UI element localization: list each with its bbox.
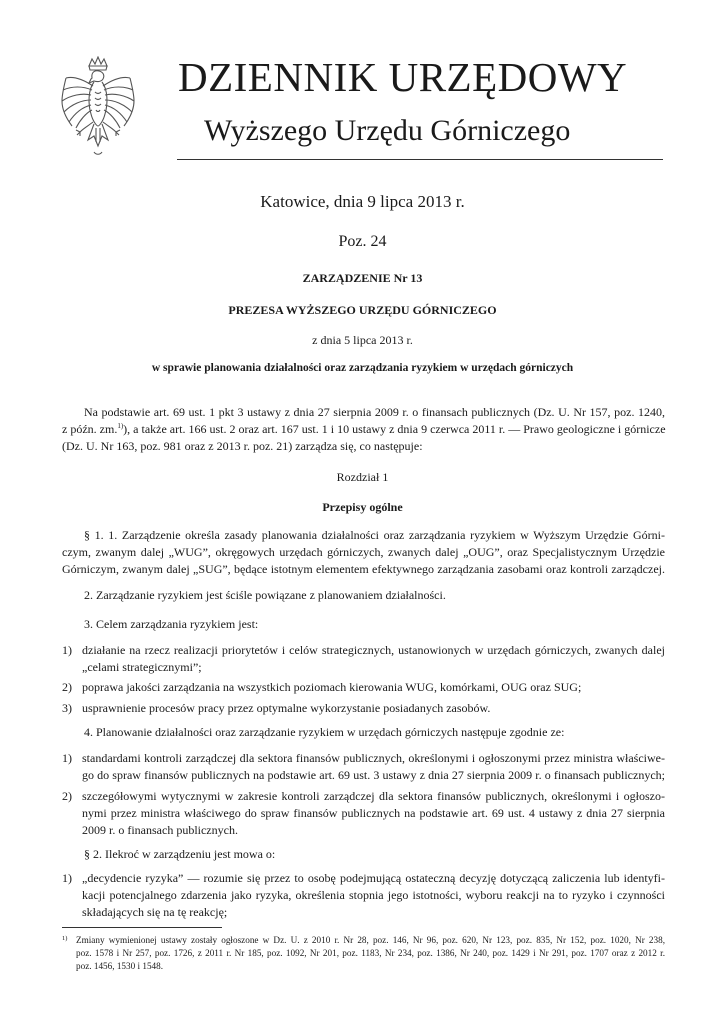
ordinance-date: z dnia 5 lipca 2013 r. bbox=[312, 333, 413, 347]
footnote-ref: 1) bbox=[117, 422, 124, 430]
list-item-line: go do spraw finansów publicznych na podstawie art. 69 ust. 3 ustawy z dnia 27 sierpnia 2009 r. o finansach publicznych; bbox=[82, 768, 665, 782]
list-item-line: standardami kontroli zarządczej dla sektora finansów publicznych, określonymi i ogłoszonymi przez ministra właściwe- bbox=[82, 751, 665, 765]
list-item-line: działanie na rzecz realizacji priorytetów i celów strategicznych, ustanowionych w urzędach górniczych, zwanych dalej bbox=[82, 643, 665, 657]
masthead-divider bbox=[177, 159, 663, 160]
ordinance-number: ZARZĄDZENIE Nr 13 bbox=[302, 271, 423, 285]
list-item-line: nymi przez ministra właściwego do spraw finansów publicznych na podstawie art. 69 ust. 4 ustawy z dnia 27 sierpnia bbox=[82, 806, 665, 820]
list-item-line: szczegółowymi wytycznymi w zakresie kontroli zarządczej dla sektora finansów publicznych, określonymi i ogłoszo- bbox=[82, 789, 665, 803]
preamble-line bbox=[62, 421, 665, 438]
footnote bbox=[62, 934, 665, 973]
list-item bbox=[62, 750, 665, 784]
list-item bbox=[62, 679, 665, 696]
paragraph-line: § 1. 1. Zarządzenie określa zasady planowania działalności oraz zarządzania ryzykiem w Wyższym Urzędzie Górni- bbox=[84, 528, 665, 542]
footnote-line: poz. 1456, 1530 i 1548. bbox=[76, 961, 164, 971]
paragraph-line: czym, zwanym dalej „WUG”, okręgowych urzędach górniczych, zwanych dalej „OUG”, oraz Specjalistycznym Urzędzie bbox=[62, 545, 665, 559]
preamble bbox=[62, 404, 665, 455]
list-item-line: poprawa jakości zarządzania na wszystkich poziomach kierowania WUG, komórkami, OUG oraz SUG; bbox=[82, 680, 582, 694]
paragraph-line: 4. Planowanie działalności oraz zarządzanie ryzykiem w urzędach górniczych następuje zgodnie ze: bbox=[84, 725, 565, 739]
list-item-number: 2) bbox=[62, 680, 72, 694]
list-item-line: „decydencie ryzyka” — rozumie się przez to osobę podejmującą ostateczną decyzję dotyczącą zaliczenia lub identyfi- bbox=[82, 871, 665, 885]
list-item-line: kacji potencjalnego zdarzenia jako ryzyka, określenia stopnia jego istotności, wyboru reakcji na to ryzyko i czynności bbox=[82, 888, 665, 902]
list-item bbox=[62, 870, 665, 921]
list-item-line: usprawnienie procesów pracy przez optymalne wykorzystanie posiadanych zasobów. bbox=[82, 701, 491, 715]
section-2-intro bbox=[62, 846, 665, 863]
footnote-line: Zmiany wymienionej ustawy zostały ogłoszone w Dz. U. z 2010 r. Nr 28, poz. 146, Nr 96, poz. 620, Nr 123, poz. 835, Nr 152, poz. 1020, Nr 238, bbox=[76, 935, 665, 945]
footnote-divider bbox=[62, 927, 222, 928]
section-1-paragraph-2 bbox=[62, 587, 665, 604]
preamble-line: Na podstawie art. 69 ust. 1 pkt 3 ustawy z dnia 27 sierpnia 2009 r. o finansach publicznych (Dz. U. Nr 157, poz. 1240, bbox=[84, 405, 665, 419]
position-number: Poz. 24 bbox=[338, 233, 387, 250]
list-item bbox=[62, 788, 665, 839]
paragraph-line: 2. Zarządzanie ryzykiem jest ściśle powiązane z planowaniem działalności. bbox=[84, 588, 446, 602]
footnote-number: 1) bbox=[62, 935, 68, 942]
place-date: Katowice, dnia 9 lipca 2013 r. bbox=[260, 192, 465, 211]
chapter-label: Rozdział 1 bbox=[336, 470, 389, 484]
list-item-number: 1) bbox=[62, 871, 72, 885]
ordinance-subject: w sprawie planowania działalności oraz zarządzania ryzykiem w urzędach górniczych bbox=[151, 362, 574, 374]
section-1-paragraph-4 bbox=[62, 724, 665, 741]
list-item-number: 2) bbox=[62, 789, 72, 803]
list-item-number: 3) bbox=[62, 701, 72, 715]
footnote-line: poz. 1578 i Nr 257, poz. 1726, z 2011 r. Nr 185, poz. 1092, Nr 201, poz. 1183, Nr 234, poz. 1386, Nr 240, poz. 1429 i Nr 291, poz. 1707 oraz z 2012 r. bbox=[76, 948, 665, 958]
preamble-text: ), a także art. 166 ust. 2 oraz art. 167 ust. 1 i 10 ustawy z dnia 9 czerwca 2011 r. — Prawo geologiczne i górnicze bbox=[123, 422, 666, 436]
issuer: PREZESA WYŻSZEGO URZĘDU GÓRNICZEGO bbox=[228, 303, 497, 317]
list-item bbox=[62, 700, 665, 717]
chapter-title: Przepisy ogólne bbox=[322, 500, 403, 514]
paragraph-line: Górniczym, zwanym dalej „SUG”, będące istotnym elementem efektywnego zarządzania zasobami oraz kontroli zarządczej. bbox=[62, 562, 665, 576]
polish-eagle-emblem-icon bbox=[58, 56, 138, 160]
list-item-number: 1) bbox=[62, 751, 72, 765]
paragraph-line: 3. Celem zarządzania ryzykiem jest: bbox=[84, 617, 259, 631]
preamble-text: z późn. zm. bbox=[62, 422, 118, 436]
preamble-line: (Dz. U. Nr 163, poz. 981 oraz z 2013 r. poz. 21) zarządza się, co następuje: bbox=[62, 439, 423, 453]
list-item bbox=[62, 642, 665, 676]
list-item-line: „celami strategicznymi”; bbox=[82, 660, 202, 674]
section-1-paragraph-1 bbox=[62, 527, 665, 578]
paragraph-line: § 2. Ilekroć w zarządzeniu jest mowa o: bbox=[84, 847, 276, 861]
list-item-line: 2009 r. o finansach publicznych. bbox=[82, 823, 238, 837]
masthead-subtitle: Wyższego Urzędu Górniczego bbox=[204, 114, 571, 147]
list-item-line: składających się na tę reakcję; bbox=[82, 905, 228, 919]
list-item-number: 1) bbox=[62, 643, 72, 657]
masthead-title: DZIENNIK URZĘDOWY bbox=[178, 54, 628, 100]
section-1-paragraph-3 bbox=[62, 616, 665, 633]
